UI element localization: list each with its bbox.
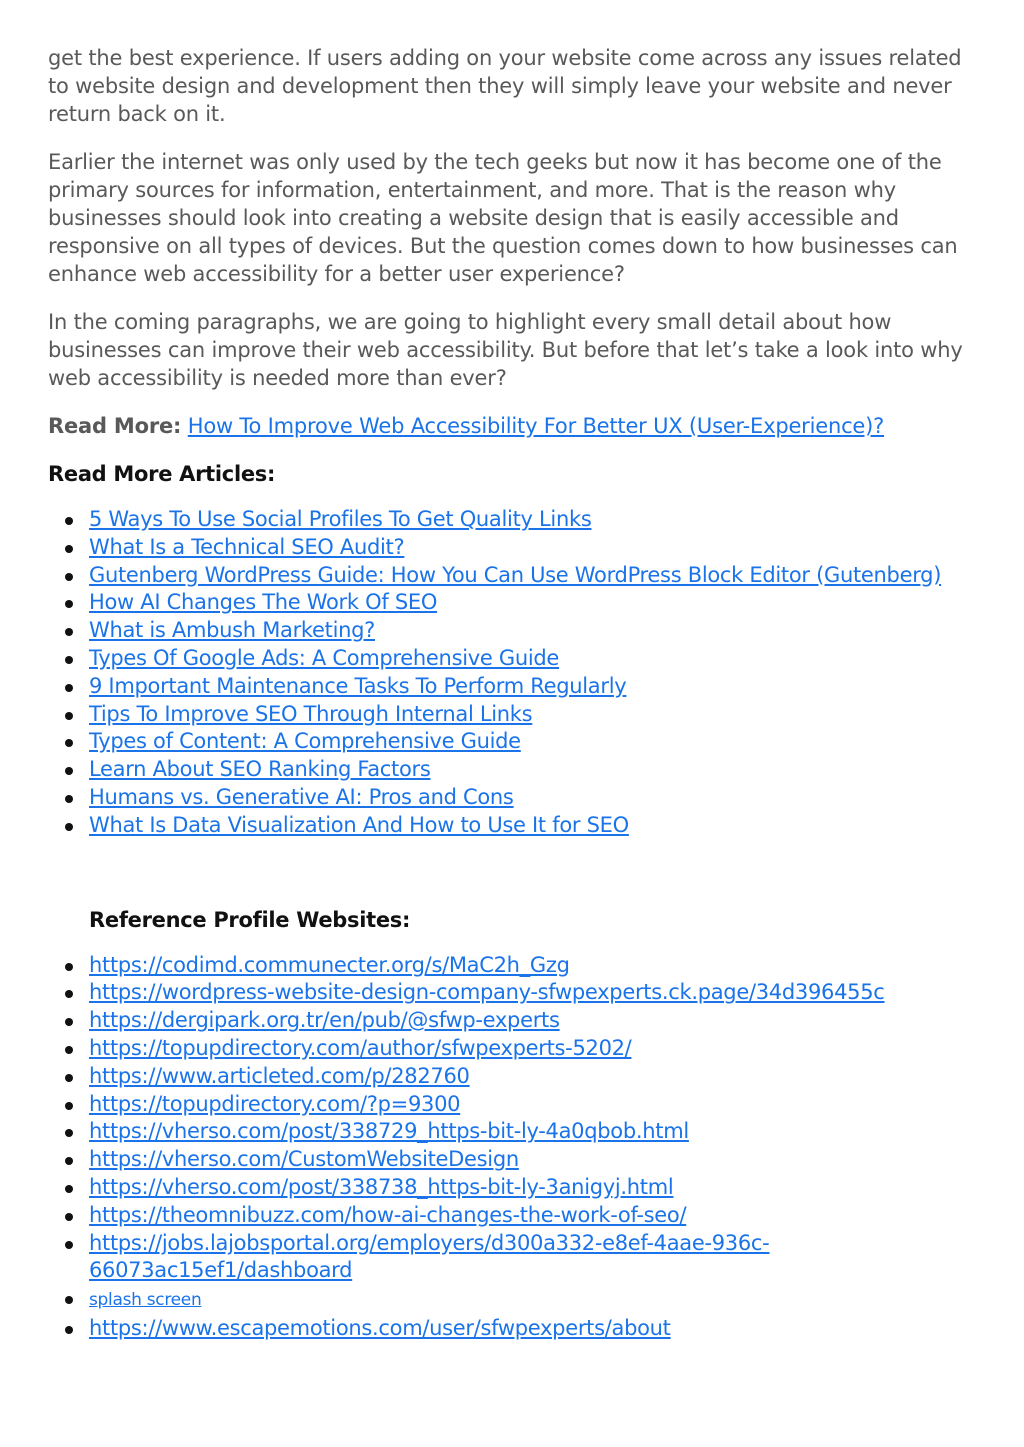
article-link[interactable]: Humans vs. Generative AI: Pros and Cons [89,784,514,809]
read-more-line [48,412,978,440]
bullet-icon [65,573,73,581]
list-item [48,952,978,980]
reference-link[interactable]: https://codimd.communecter.org/s/MaC2h_Gzg [89,952,570,977]
bullet-icon [65,739,73,747]
list-item [48,562,978,590]
bullet-icon [65,1074,73,1082]
bullet-icon [65,1157,73,1165]
bullet-icon [65,684,73,692]
articles-heading: Read More Articles: [48,462,276,486]
reference-link[interactable]: https://vherso.com/post/338738_https-bit-ly-3anigyj.html [89,1174,674,1199]
article-link[interactable]: Types Of Google Ads: A Comprehensive Guide [89,645,560,670]
list-item [48,1230,978,1286]
list-item [48,979,978,1007]
body-paragraph: get the best experience. If users adding on your website come across any issues related to website design and development then they will simply leave your website and never return back on it. [48,46,962,126]
bullet-icon [65,1129,73,1137]
list-item [48,589,978,617]
article-link[interactable]: 9 Important Maintenance Tasks To Perform Regularly [89,673,627,698]
reference-link[interactable]: https://topupdirectory.com/?p=9300 [89,1091,461,1116]
list-item [48,506,978,534]
reference-link[interactable]: https://topupdirectory.com/author/sfwpexperts-5202/ [89,1035,632,1060]
reference-link[interactable]: https://www.escapemotions.com/user/sfwpexperts/about [89,1315,671,1340]
list-item [48,1118,978,1146]
article-link[interactable]: Tips To Improve SEO Through Internal Links [89,701,533,726]
bullet-icon [65,1185,73,1193]
bullet-icon [65,963,73,971]
reference-link[interactable]: https://vherso.com/post/338729_https-bit-ly-4a0qbob.html [89,1119,689,1144]
list-item [48,1202,978,1230]
read-more-label: Read More: [48,414,182,438]
bullet-icon [65,1102,73,1110]
article-link[interactable]: What is Ambush Marketing? [89,618,375,643]
bullet-icon [65,1326,73,1334]
bullet-icon [65,545,73,553]
bullet-icon [65,712,73,720]
document-page [48,44,978,1343]
bullet-icon [65,656,73,664]
body-paragraph: Earlier the internet was only used by the tech geeks but now it has become one of the primary sources for information, entertainment, and more. That is the reason why businesses should look into creating a website design that is easily accessible and responsive on all types of devices. But the question comes down to how businesses can enhance web accessibility for a better user experience? [48,150,958,286]
bullet-icon [65,517,73,525]
reference-link[interactable]: https://wordpress-website-design-company-sfwpexperts.ck.page/34d396455c [89,980,885,1005]
list-item [48,673,978,701]
bullet-icon [65,795,73,803]
reference-link[interactable]: https://vherso.com/CustomWebsiteDesign [89,1147,519,1172]
list-item [48,1063,978,1091]
read-more-link[interactable]: How To Improve Web Accessibility For Better UX (User-Experience)? [187,414,885,438]
bullet-icon [65,600,73,608]
bullet-icon [65,767,73,775]
article-link[interactable]: Gutenberg WordPress Guide: How You Can Use WordPress Block Editor (Gutenberg) [89,562,942,587]
bullet-icon [65,1018,73,1026]
bullet-icon [65,1296,73,1304]
article-link[interactable]: What Is Data Visualization And How to Use It for SEO [89,812,629,837]
list-item [48,1035,978,1063]
list-item [48,701,978,729]
article-link[interactable]: Types of Content: A Comprehensive Guide [89,729,521,754]
list-item [48,1315,978,1343]
list-item [48,1146,978,1174]
references-heading: Reference Profile Websites: [89,907,411,932]
references-list [48,952,978,1343]
list-item [48,1174,978,1202]
bullet-icon [65,1213,73,1221]
list-item [48,728,978,756]
reference-link[interactable]: https://jobs.lajobsportal.org/employers/d300a332-e8ef-4aae-936c-66073ac15ef1/dashboard [89,1230,770,1283]
list-item [48,617,978,645]
bullet-icon [65,823,73,831]
article-link[interactable]: What Is a Technical SEO Audit? [89,534,405,559]
reference-link[interactable]: https://theomnibuzz.com/how-ai-changes-the-work-of-seo/ [89,1202,687,1227]
bullet-icon [65,990,73,998]
reference-link[interactable]: https://www.articleted.com/p/282760 [89,1063,470,1088]
reference-link[interactable]: https://dergipark.org.tr/en/pub/@sfwp-experts [89,1008,560,1033]
body-paragraph: In the coming paragraphs, we are going to highlight every small detail about how businesses can improve their web accessibility. But before that let’s take a look into why web accessibility is needed more than ever? [48,310,963,390]
list-item [48,1007,978,1035]
list-item [48,1091,978,1119]
list-item [48,534,978,562]
list-item [48,756,978,784]
bullet-icon [65,1241,73,1249]
list-item [48,645,978,673]
list-item [48,784,978,812]
list-item [48,1285,978,1315]
article-link[interactable]: How AI Changes The Work Of SEO [89,590,438,615]
list-item [48,812,978,840]
article-link[interactable]: Learn About SEO Ranking Factors [89,757,431,782]
articles-list [48,506,978,840]
bullet-icon [65,1046,73,1054]
bullet-icon [65,628,73,636]
article-link[interactable]: 5 Ways To Use Social Profiles To Get Quality Links [89,507,592,531]
splash-screen-link[interactable]: splash screen [89,1290,202,1311]
